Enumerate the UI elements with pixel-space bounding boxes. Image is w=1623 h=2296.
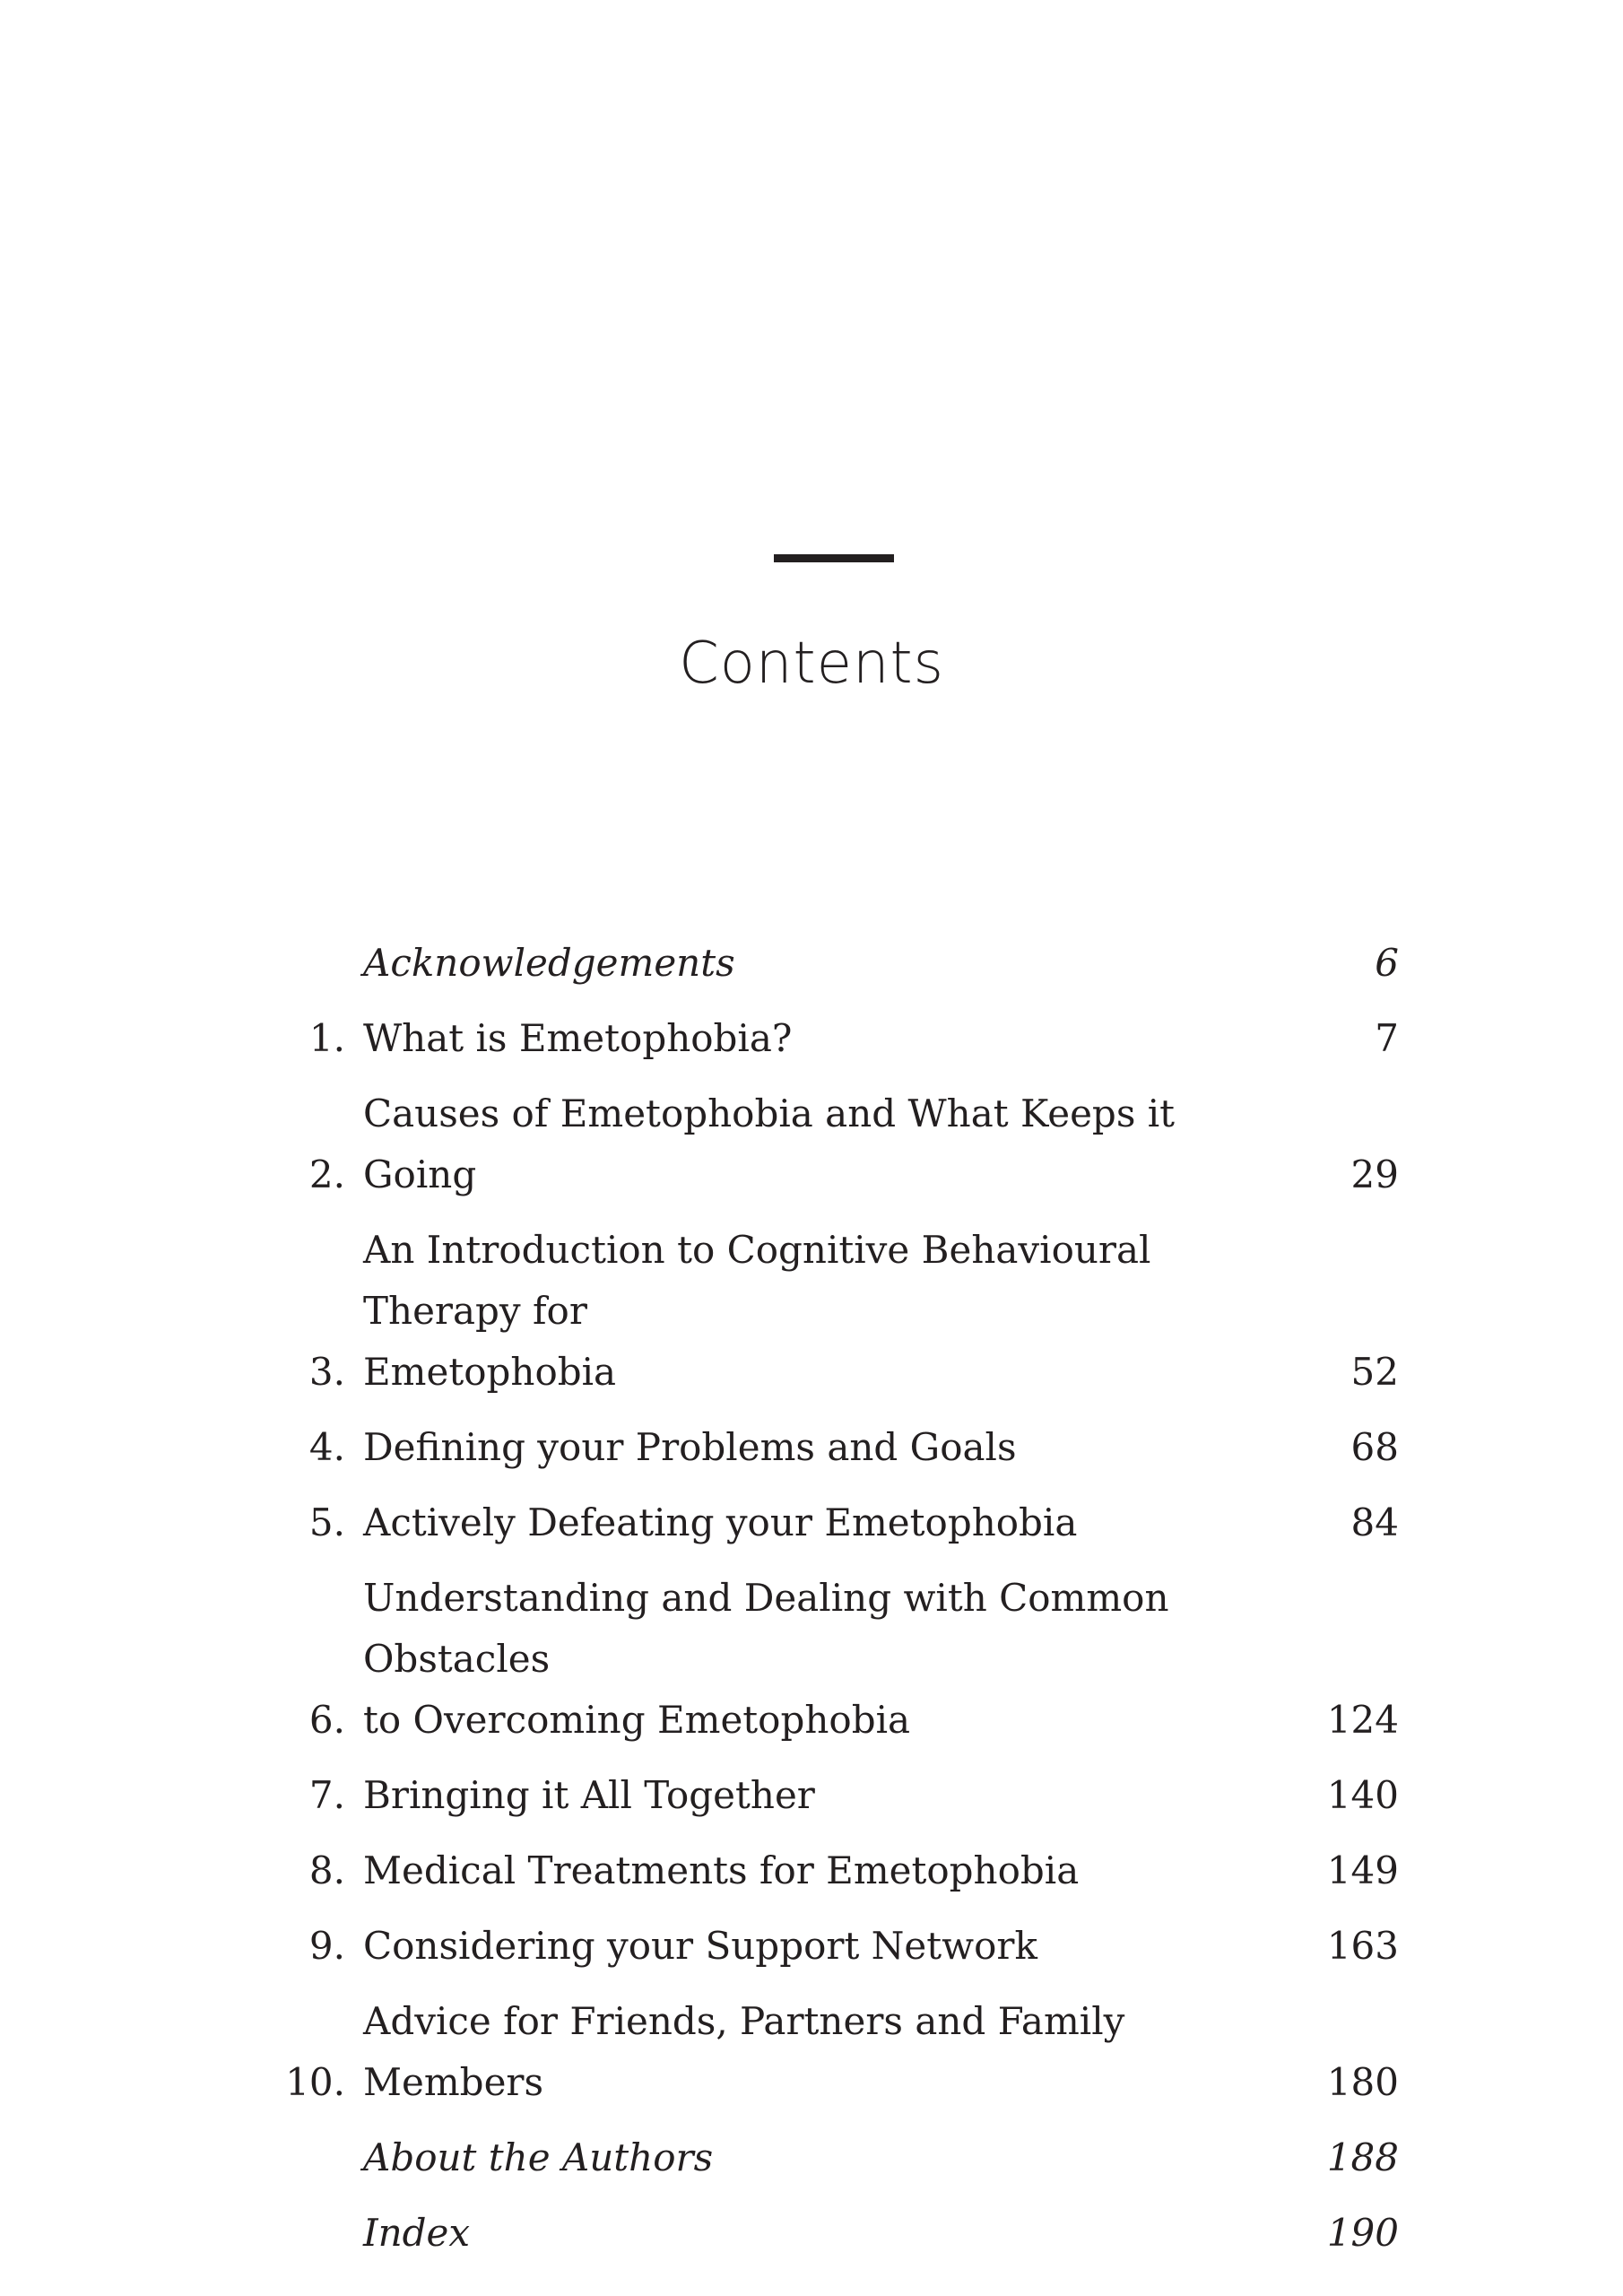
toc-entry-number: 4. (308, 1425, 345, 1469)
toc-entry-title-line: Medical Treatments for Emetophobia (363, 1848, 1080, 1892)
toc-entry-page-number: 84 (1350, 1500, 1399, 1544)
toc-entry-page-number: 188 (1326, 2135, 1399, 2179)
toc-entry-number: 3. (308, 1350, 345, 1394)
toc-entry-page-number: 140 (1326, 1773, 1399, 1817)
toc-entry-title-line: Bringing it All Together (363, 1773, 815, 1817)
toc-entry-number: 2. (308, 1152, 345, 1196)
toc-entry-page-number: 180 (1326, 2060, 1399, 2104)
toc-entry-title-line: Acknowledgements (363, 941, 735, 985)
toc-entry-title (345, 2203, 1282, 2264)
toc-entry-title-line: Defining your Problems and Goals (363, 1425, 1017, 1469)
toc-entry-title (345, 1492, 1282, 1553)
table-of-contents (260, 933, 1399, 2278)
toc-entry-title-line: Actively Defeating your Emetophobia (363, 1500, 1078, 1544)
toc-entry-title-line: About the Authors (363, 2135, 714, 2179)
toc-entry[interactable] (260, 1417, 1399, 1478)
toc-entry[interactable] (260, 1840, 1399, 1901)
toc-entry-number: 9. (308, 1924, 345, 1968)
toc-entry[interactable] (260, 1220, 1399, 1403)
toc-entry[interactable] (260, 1765, 1399, 1826)
toc-entry-number: 5. (308, 1500, 345, 1544)
toc-entry-page-number: 52 (1350, 1350, 1399, 1394)
toc-entry-page-number: 190 (1326, 2211, 1399, 2255)
toc-entry[interactable] (260, 2127, 1399, 2188)
toc-entry[interactable] (260, 1492, 1399, 1553)
toc-entry[interactable] (260, 1568, 1399, 1751)
toc-entry[interactable] (260, 1008, 1399, 1069)
toc-entry-number: 10. (285, 2060, 345, 2104)
toc-entry-number: 1. (308, 1016, 345, 1060)
toc-entry-title (345, 1083, 1282, 1205)
toc-entry-number: 8. (308, 1848, 345, 1892)
page-title: Contents (679, 631, 944, 697)
toc-entry-number: 7. (308, 1773, 345, 1817)
toc-entry-title-line: An Introduction to Cognitive Behavioural Therapy for (363, 1228, 1151, 1333)
toc-entry-title (345, 1916, 1282, 1977)
toc-entry[interactable] (260, 2203, 1399, 2264)
toc-entry-title (345, 1840, 1282, 1901)
title-rule (774, 554, 894, 562)
toc-entry-title-line: Advice for Friends, Partners and Family Members (363, 1999, 1125, 2104)
toc-entry-page-number: 149 (1326, 1848, 1399, 1892)
toc-entry-title-line: Considering your Support Network (363, 1924, 1037, 1968)
toc-entry[interactable] (260, 1083, 1399, 1205)
toc-entry-title (345, 1765, 1282, 1826)
toc-entry-page-number: 29 (1350, 1152, 1399, 1196)
toc-entry-title (345, 1417, 1282, 1478)
toc-entry-title-line: Index (363, 2211, 471, 2255)
toc-entry-title-line: Understanding and Dealing with Common Obstacles (363, 1576, 1169, 1681)
toc-entry[interactable] (260, 1991, 1399, 2113)
toc-entry-number: 6. (308, 1698, 345, 1742)
toc-entry-page-number: 6 (1375, 941, 1399, 985)
toc-entry-title (345, 1008, 1282, 1069)
toc-entry-title (345, 1220, 1282, 1403)
toc-entry-title (345, 933, 1282, 994)
toc-entry-page-number: 7 (1375, 1016, 1399, 1060)
toc-entry-title-line: to Overcoming Emetophobia (363, 1698, 911, 1742)
toc-entry-title-line: Causes of Emetophobia and What Keeps it Going (363, 1091, 1176, 1196)
toc-entry-page-number: 124 (1326, 1698, 1399, 1742)
toc-entry-title (345, 2127, 1282, 2188)
toc-entry-title (345, 1568, 1282, 1751)
toc-entry[interactable] (260, 933, 1399, 994)
toc-entry-title-line: What is Emetophobia? (363, 1016, 793, 1060)
toc-entry-title (345, 1991, 1282, 2113)
toc-entry-page-number: 163 (1326, 1924, 1399, 1968)
toc-entry[interactable] (260, 1916, 1399, 1977)
toc-entry-title-line: Emetophobia (363, 1350, 617, 1394)
toc-entry-page-number: 68 (1350, 1425, 1399, 1469)
